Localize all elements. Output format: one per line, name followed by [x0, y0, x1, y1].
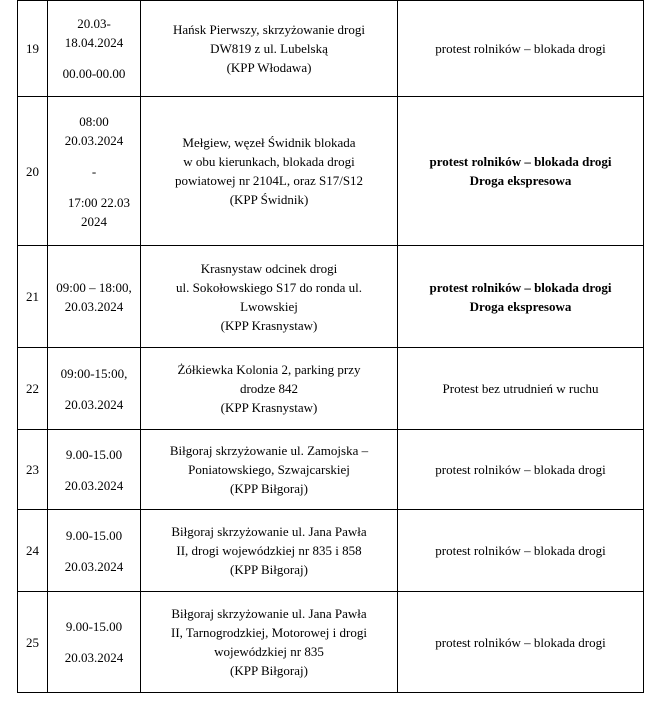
row-number	[18, 97, 48, 246]
time-line: 20.03.2024	[64, 650, 124, 665]
location-line: Lwowskiej	[240, 298, 298, 314]
location-line: (KPP Biłgoraj)	[230, 663, 308, 678]
time-line: -	[91, 163, 97, 179]
table-row	[18, 592, 644, 693]
location-line: (KPP Włodawa)	[226, 60, 312, 75]
location-line: wojewódzkiej nr 835	[214, 644, 324, 659]
location-cell	[141, 592, 398, 693]
time-cell	[48, 97, 141, 246]
event-type-line: protest rolników – blokada drogi	[435, 41, 606, 56]
time-line: 00.00-00.00	[62, 66, 126, 81]
event-type-cell	[398, 348, 644, 430]
row-number-text: 24	[26, 543, 39, 558]
line-spacer	[48, 464, 140, 476]
location-line: Krasnystaw odcinek drogi	[200, 260, 338, 276]
location-line: (KPP Biłgoraj)	[230, 562, 308, 577]
event-type-cell	[398, 1, 644, 97]
location-line: w obu kierunkach, blokada drogi	[183, 154, 355, 169]
table-row	[18, 510, 644, 592]
row-number	[18, 246, 48, 348]
row-number-text: 25	[26, 634, 39, 650]
row-number-text: 20	[26, 163, 39, 179]
time-cell	[48, 510, 141, 592]
line-spacer	[48, 150, 140, 162]
time-line: 08:00	[79, 113, 109, 129]
row-number	[18, 592, 48, 693]
row-number-text: 21	[26, 289, 39, 304]
row-number-text: 22	[26, 381, 39, 396]
location-line: Hańsk Pierwszy, skrzyżowanie drogi	[173, 22, 365, 37]
event-type-line: protest rolników – blokada drogi	[435, 462, 606, 477]
time-line: 9.00-15.00	[65, 446, 123, 462]
time-line: 9.00-15.00	[65, 619, 123, 634]
event-type-cell	[398, 430, 644, 510]
event-type-cell	[398, 510, 644, 592]
location-line: Poniatowskiego, Szwajcarskiej	[188, 462, 350, 477]
table-row	[18, 1, 644, 97]
event-type-line: protest rolników – blokada drogi	[435, 634, 606, 650]
location-cell	[141, 348, 398, 430]
line-spacer	[48, 383, 140, 395]
time-cell	[48, 1, 141, 97]
location-line: Biłgoraj skrzyżowanie ul. Zamojska –	[169, 443, 369, 458]
event-type-cell	[398, 97, 644, 246]
table-row	[18, 348, 644, 430]
event-type-line: protest rolników – blokada drogi	[429, 154, 612, 169]
location-line: II, Tarnogrodzkiej, Motorowej i drogi	[171, 625, 367, 640]
events-table	[17, 0, 644, 693]
location-cell	[141, 510, 398, 592]
location-line: (KPP Świdnik)	[229, 192, 309, 207]
time-cell	[48, 430, 141, 510]
line-spacer	[48, 52, 140, 64]
events-table-body	[18, 1, 644, 693]
event-type-cell	[398, 592, 644, 693]
time-line: 20.03-	[77, 16, 111, 31]
location-line: ul. Sokołowskiego S17 do ronda ul.	[176, 279, 362, 295]
event-type-cell	[398, 246, 644, 348]
table-row	[18, 97, 644, 246]
table-row	[18, 430, 644, 510]
row-number	[18, 510, 48, 592]
line-spacer	[48, 545, 140, 557]
location-line: powiatowej nr 2104L, oraz S17/S12	[174, 173, 364, 188]
time-cell	[48, 348, 141, 430]
event-type-line: protest rolników – blokada drogi	[429, 279, 612, 295]
event-type-line: Protest bez utrudnień w ruchu	[442, 381, 599, 396]
location-cell	[141, 1, 398, 97]
row-number	[18, 348, 48, 430]
event-type-line: protest rolników – blokada drogi	[435, 543, 606, 558]
time-cell	[48, 592, 141, 693]
row-number-text: 19	[26, 41, 39, 56]
time-line: 20.03.2024	[64, 298, 124, 314]
row-number-text: 23	[26, 462, 39, 477]
time-cell	[48, 246, 141, 348]
time-line: 09:00 – 18:00,	[56, 279, 132, 295]
time-line: 20.03.2024	[64, 396, 124, 412]
time-line: 9.00-15.00	[65, 527, 123, 543]
row-number	[18, 1, 48, 97]
location-line: (KPP Krasnystaw)	[220, 317, 318, 333]
location-line: Biłgoraj skrzyżowanie ul. Jana Pawła	[171, 606, 367, 621]
time-line: 09:00-15:00,	[60, 365, 128, 381]
line-spacer	[48, 181, 140, 193]
location-cell	[141, 97, 398, 246]
table-row	[18, 246, 644, 348]
location-line: DW819 z ul. Lubelską	[210, 41, 328, 56]
location-cell	[141, 246, 398, 348]
location-line: (KPP Krasnystaw)	[220, 400, 318, 415]
event-type-line: Droga ekspresowa	[469, 298, 572, 314]
location-line: Biłgoraj skrzyżowanie ul. Jana Pawła	[171, 524, 367, 539]
location-line: drodze 842	[239, 381, 299, 396]
location-cell	[141, 430, 398, 510]
location-line: Mełgiew, węzeł Świdnik blokada	[182, 135, 356, 150]
location-line: II, drogi wojewódzkiej nr 835 i 858	[176, 543, 362, 558]
time-line: 20.03.2024	[64, 477, 124, 493]
time-line: 20.03.2024	[64, 132, 124, 148]
location-line: Żółkiewka Kolonia 2, parking przy	[177, 362, 361, 377]
time-line: 18.04.2024	[64, 35, 124, 50]
line-spacer	[48, 636, 140, 648]
row-number	[18, 430, 48, 510]
time-line: 20.03.2024	[64, 558, 124, 574]
event-type-line: Droga ekspresowa	[469, 173, 572, 188]
time-line: 2024	[81, 213, 107, 229]
time-line: 17:00 22.03	[67, 194, 130, 210]
location-line: (KPP Biłgoraj)	[230, 481, 308, 496]
